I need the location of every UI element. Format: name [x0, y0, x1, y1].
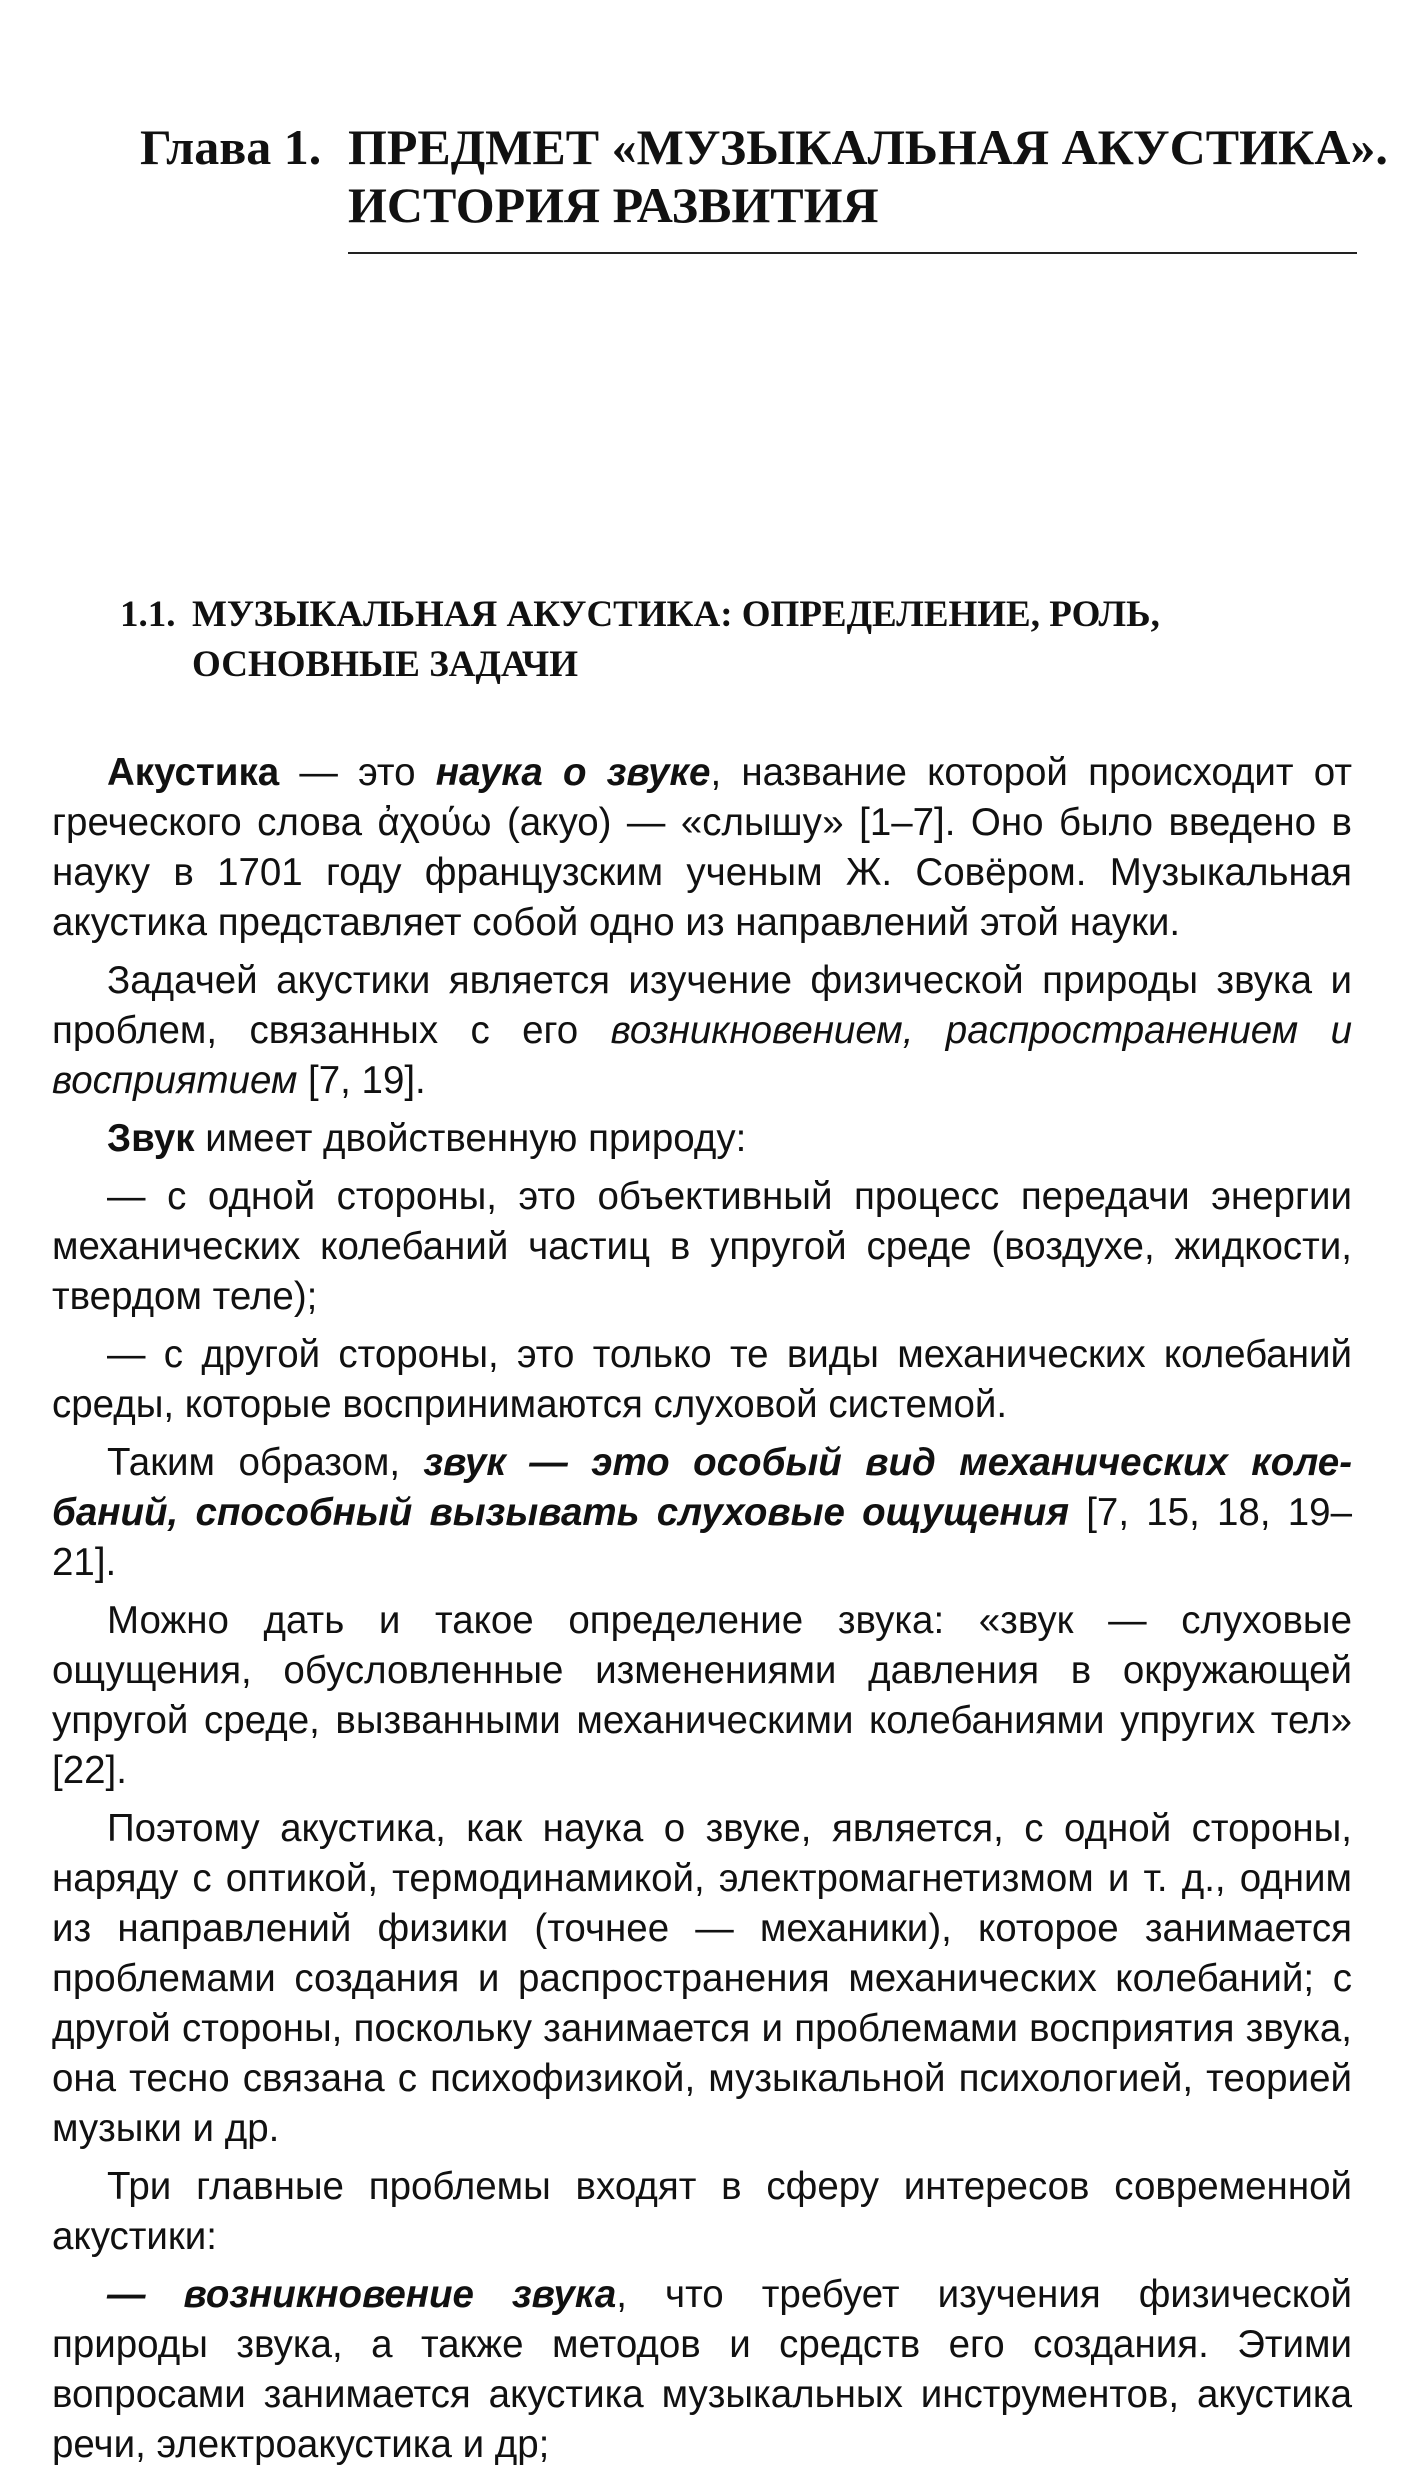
section-title-line: МУЗЫКАЛЬНАЯ АКУСТИКА: ОПРЕДЕЛЕНИЕ, РОЛЬ, — [192, 594, 1160, 635]
text-run: , название которой происходит от греческого слова ἀχούω (акуо) — «слышу» [1–7]. Оно было введено в науку в 1701 году французским ученым Ж. Совёром. Музыкальная акустика представляет собой одно из направлений этой науки. — [52, 751, 1352, 944]
paragraph: Можно дать и такое определение звука: «звук — слуховые ощущения, обусловленные изменениями давления в окружающей упругой среде, вызванными механическими колебаниями упругих тел» [22]. — [52, 1599, 1352, 1792]
chapter-divider — [348, 252, 1357, 254]
emphasis: — возникновение звука — [107, 2273, 617, 2316]
paragraph — [52, 1438, 1352, 1588]
emphasis: звук — это особый вид механических колебаний, способный вызывать слуховые ощущения — [52, 1441, 1353, 1534]
text-run: Задачей акустики является изучение физической природы звука и проблем, связанных с его — [52, 959, 1352, 1052]
section-title-line: ОСНОВНЫЕ ЗАДАЧИ — [192, 644, 578, 685]
paragraph: Три главные проблемы входят в сферу интересов современной акустики: — [52, 2165, 1352, 2258]
section-number: 1.1. — [120, 594, 176, 635]
text-run: [7, 15, 18, 19–21]. — [52, 1491, 1352, 1584]
text-run: , что требует изучения физической природы звука, а также методов и средств его создания. Этими вопросами занимается акустика музыкальных инструментов, акустика речи, электроакустика и др; — [52, 2273, 1352, 2466]
italic-run: возникновением, распространением и восприятием — [52, 1009, 1352, 1102]
body-text — [52, 748, 1352, 2478]
text-run: имеет двойственную природу: — [194, 1117, 747, 1160]
term: Акустика — [107, 751, 280, 794]
term: Звук — [107, 1117, 195, 1160]
paragraph: — с одной стороны, это объективный процесс передачи энергии механических колебаний частиц в упругой среде (воздухе, жидкости, твердом теле); — [52, 1175, 1352, 1318]
chapter-title-line: ПРЕДМЕТ «МУЗЫКАЛЬНАЯ АКУСТИКА». — [348, 119, 1388, 175]
text-run: [7, 19]. — [297, 1059, 426, 1102]
paragraph: — с другой стороны, это только те виды механических колебаний среды, которые воспринимаются слуховой системой. — [52, 1333, 1352, 1426]
paragraph — [52, 2270, 1352, 2470]
text-run: Таким образом, — [107, 1441, 424, 1484]
paragraph: Поэтому акустика, как наука о звуке, является, с одной стороны, наряду с оптикой, термодинамикой, электромагнетизмом и т. д., одним из направлений физики (точнее — механики), которое занимается проблемами создания и распространения механических колебаний; с другой стороны, поскольку занимается и проблемами восприятия звука, она тесно связана с психофизикой, музыкальной психологией, теорией музыки и др. — [52, 1807, 1352, 2150]
paragraph — [52, 1114, 1352, 1164]
text-run: — это — [279, 751, 436, 794]
chapter-title — [348, 118, 1388, 234]
paragraph — [52, 748, 1352, 948]
paragraph — [52, 956, 1352, 1106]
chapter-title-line: ИСТОРИЯ РАЗВИТИЯ — [348, 177, 879, 233]
chapter-label: Глава 1. — [140, 119, 322, 175]
emphasis: наука о звуке — [435, 751, 711, 794]
